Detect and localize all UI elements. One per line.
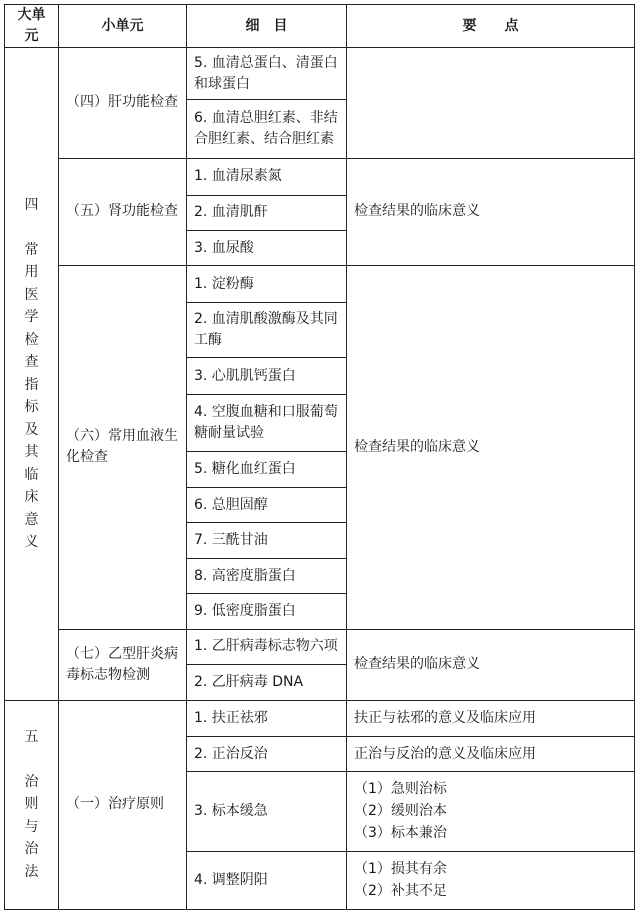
points-fuzheng: 扶正与祛邪的意义及临床应用 <box>347 700 635 736</box>
point-line: （1）损其有余 <box>354 861 447 878</box>
detail-item: 6. 总胆固醇 <box>187 488 347 523</box>
detail-item: 4. 调整阴阳 <box>187 851 347 909</box>
table-row <box>5 629 635 664</box>
point-line: （1）急则治标 <box>354 781 447 798</box>
points-kidney: 检查结果的临床意义 <box>347 158 635 265</box>
unit-5-number: 五 <box>24 729 39 746</box>
detail-item: 2. 血清肌酸激酶及其同工酶 <box>187 303 347 358</box>
subunit-hbv: （七）乙型肝炎病毒标志物检测 <box>59 629 187 700</box>
header-unit: 大单元 <box>5 5 59 48</box>
detail-item: 2. 血清肌酐 <box>187 195 347 230</box>
points-biaoben <box>347 772 635 851</box>
points-liver <box>347 48 635 158</box>
detail-item: 6. 血清总胆红素、非结合胆红素、结合胆红素 <box>187 100 347 158</box>
points-yinyang <box>347 851 635 909</box>
detail-item: 3. 心肌肌钙蛋白 <box>187 358 347 394</box>
detail-item: 1. 淀粉酶 <box>187 266 347 303</box>
table-row <box>5 700 635 736</box>
unit-5-title: 治则与治法 <box>24 773 39 880</box>
unit-5-cell <box>5 700 59 909</box>
header-points: 要 点 <box>347 5 635 48</box>
unit-4-label <box>24 194 39 554</box>
points-zhengzhi: 正治与反治的意义及临床应用 <box>347 737 635 772</box>
points-biochem: 检查结果的临床意义 <box>347 266 635 630</box>
unit-4-number: 四 <box>24 197 39 214</box>
unit-5-label <box>24 726 39 883</box>
detail-item: 1. 乙肝病毒标志物六项 <box>187 629 347 664</box>
subunit-treatment: （一）治疗原则 <box>59 700 187 909</box>
detail-item: 3. 标本缓急 <box>187 772 347 851</box>
detail-item: 4. 空腹血糖和口服葡萄糖耐量试验 <box>187 394 347 451</box>
detail-item: 1. 血清尿素氮 <box>187 158 347 195</box>
subunit-liver: （四）肝功能检查 <box>59 48 187 158</box>
detail-item: 1. 扶正祛邪 <box>187 700 347 736</box>
header-row <box>5 5 635 48</box>
syllabus-table <box>4 4 635 910</box>
table-row <box>5 158 635 195</box>
header-subunit: 小单元 <box>59 5 187 48</box>
point-line: （2）补其不足 <box>354 883 447 900</box>
detail-item: 9. 低密度脂蛋白 <box>187 594 347 629</box>
detail-item: 5. 糖化血红蛋白 <box>187 451 347 487</box>
subunit-kidney: （五）肾功能检查 <box>59 158 187 265</box>
detail-item: 2. 正治反治 <box>187 737 347 772</box>
table-row <box>5 266 635 303</box>
points-hbv: 检查结果的临床意义 <box>347 629 635 700</box>
detail-item: 2. 乙肝病毒 DNA <box>187 664 347 700</box>
unit-4-title: 常用医学检查指标及其临床意义 <box>24 241 39 551</box>
header-detail: 细 目 <box>187 5 347 48</box>
table-row <box>5 48 635 100</box>
detail-item: 7. 三酰甘油 <box>187 523 347 559</box>
subunit-biochem: （六）常用血液生化检查 <box>59 266 187 630</box>
point-line: （3）标本兼治 <box>354 825 447 842</box>
unit-4-cell <box>5 48 59 701</box>
detail-item: 3. 血尿酸 <box>187 230 347 265</box>
detail-item: 5. 血清总蛋白、清蛋白和球蛋白 <box>187 48 347 100</box>
detail-item: 8. 高密度脂蛋白 <box>187 559 347 594</box>
point-line: （2）缓则治本 <box>354 803 447 820</box>
